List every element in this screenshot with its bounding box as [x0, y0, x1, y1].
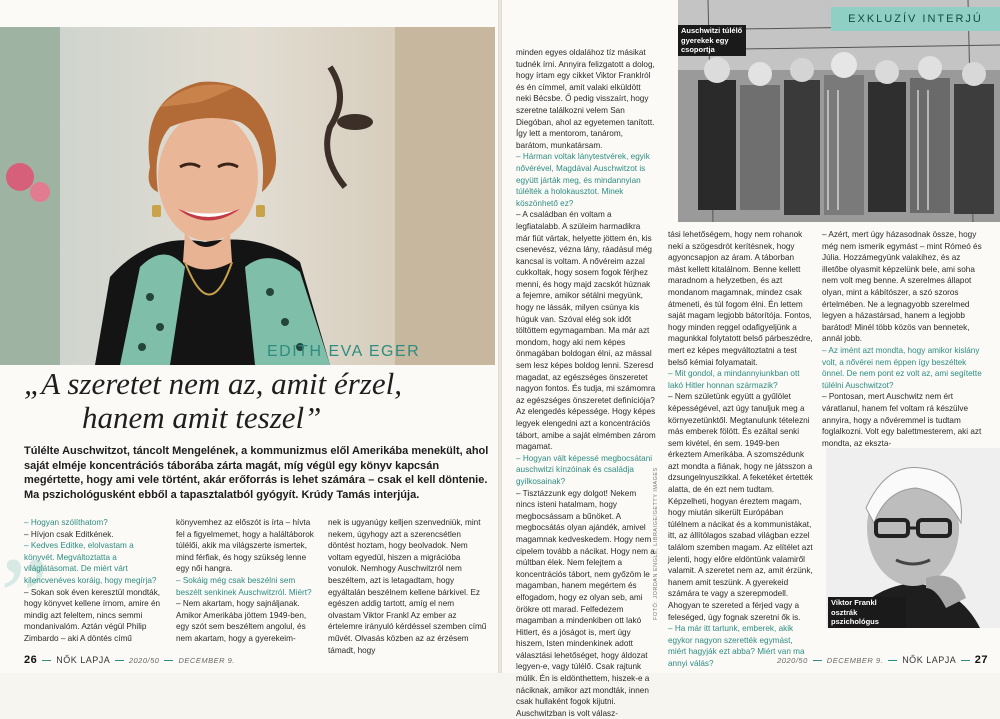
- photo-credit: FOTÓ: JORDAN ENGLE; LIBRAIGE/GETTY IMAGES: [653, 467, 659, 620]
- article-headline: [24, 367, 494, 435]
- left-page: [0, 0, 500, 673]
- paragraph: – Sokáig még csak beszélni sem beszélt senkinek Auschwitzról. Miért?: [176, 575, 312, 597]
- portrait-illustration: [0, 27, 495, 365]
- magazine-name: NŐK LAPJA: [56, 655, 110, 665]
- paragraph: könyvemhez az előszót is írta – hívta fel a figyelmemet, hogy a haláltáborok túlélői, akik ma világszerte ismertek, mind férfiak, és hogy szükség lenne egy női hangra.: [176, 518, 314, 574]
- paragraph: – Hogyan szólíthatom?: [24, 518, 108, 527]
- paragraph: – Hívjon csak Editkének.: [24, 529, 114, 539]
- right-text-column-1: [516, 47, 656, 718]
- left-text-column-2: [176, 517, 316, 649]
- left-text-column-1: [24, 517, 164, 649]
- paragraph: – Mit gondol, a mindannyiunkban ott lakó Hitler honnan származik?: [668, 369, 800, 390]
- paragraph: – Tisztázzunk egy dolgot! Nekem nincs isteni hatalmam, hogy megbocsássam a bűnöket. A megbocsátás olyan ajándék, amivel magamnak kedveskedem. Hogy nem cipelem tovább a nácikat. Hogy nem a múltban élek. Nem felejtem a koncentrációs tábort, nem győzöm le magamban, hanem megértem és elfogadom, hogy ez olyan seb, ami örökre ott marad. Felfedezem magamban a mindenkiben ott lakó Hitlert, és a jóságot is, mert úgy hiszem, Isten mindenkinek adott választási lehetőséget, hogy áldozat legyen-e, vagy túlélő. Csak rajtunk múlik. Én is eldönthettem, hiszek-e a náciknak, amikor azt mondták, innen csak hullaként fogok kijutni. Auschwitzban is volt válasz-: [516, 488, 655, 718]
- paragraph: – A családban én voltam a legfiatalabb. A szüleim harmadikra már fiút vártak, helyette jöttem én, kis csenevész, vézna lány, ráadásul még kancsal is voltam. A nővéreim azzal cukkoltak, hogy sosem fogok férjhez menni, és hogy majd zacskót húznak a fejemre, amikor sétálni megyünk, hogy ne lássák, milyen csúnya kis húguk van. Szóval elég sok időt töltöttem egymagamban. Ma már azt mondom, hogy aki nem képes önmagában boldogan élni, az mással sem lesz képes boldog lenni. Szeresd magadat, az egészséges önszeretet nagyon fontos. És tudja, mi számomra az egészséges önszeretet definíciója? Az elengedés képessége. Hogy képes legyek elengedni azt a koncentrációs tábort, amibe a saját elmémben zárom magamat.: [516, 210, 656, 452]
- page-number: 26: [24, 654, 38, 666]
- paragraph: – Nem születünk együtt a gyűlölet képességével, azt úgy tanuljuk meg a környezetünktől. Megtanulunk tételezni más emberek fölött. És ezáltal senki sem kivétel, én sem. 1949-ben érkeztem Amerikába. A szomszédunk azt mondta a fiának, hogy ne játsszon a dzsungelnyuszikkal. A feketéket értették alatta, de én ezt nem tudtam. Képzelheti, hogyan éreztem magam, hogy miután sikerült Európában túlélnem a nácikat és a kommunistákat, itt, az állítólagos szabad világban ezzel találom szemben magam. Az elítélet azt jelenti, hogy előre eldöntünk valamiről valamit. A szeretet nem az, amit érzünk, hanem amit teszünk. A gyerekeid számára te vagy a szerepmodell. Ahogyan te szereted a férjed vagy a feleséged, úgy fognak szeretni ők is.: [668, 392, 813, 622]
- decorative-quote-mark: „: [0, 473, 49, 595]
- spread-gutter: [498, 0, 502, 673]
- photo-caption-frankl: Viktor Frankl osztrák pszichológus: [828, 597, 906, 628]
- photo-caption-children: Auschwitzi túlélő gyerekek egy csoportja: [678, 25, 746, 56]
- left-folio: [24, 654, 235, 666]
- paragraph: – Hárman voltak lánytestvérek, egyik nővérével, Magdával Auschwitzot is együtt járták meg, és mindannyian túlélték a holokausztot. Minek köszönhető ez?: [516, 152, 650, 208]
- interviewee-name: EDITH EVA EGER: [267, 343, 421, 360]
- magazine-name: NŐK LAPJA: [902, 655, 956, 665]
- right-folio: [777, 654, 988, 666]
- left-text-column-3: [328, 517, 488, 655]
- issue-date: DECEMBER 9.: [178, 656, 235, 665]
- paragraph: – Hogyan vált képessé megbocsátani auschwitzi kínzóinak és családja gyilkosainak?: [516, 453, 653, 486]
- paragraph: tási lehetőségem, hogy nem rohanok neki a szögesdrót kerítésnek, hogy agyoncsapjon az áram. A táborban mást kellett kitalálnom. Benne kellett maradnom a helyzetben, és azt mondanom magamnak, mindez csak átmeneti, és túl fogom élni. Én lettem saját magam legjobb bátorítója. Fontos, hogy minden reggel odafigyeljünk a magunkkal folytatott belső párbeszédre, mert ez képes megváltoztatni a test belső kémiai folyamatait.: [668, 230, 813, 367]
- paragraph: – Azért, mert úgy házasodnak össze, hogy még nem ismerik egymást – mint Rómeó és Júlia. Hozzámegyünk valakihez, és az illetőbe olyasmit képzelünk bele, ami soha nem volt meg benne. A szerelmes állapot olyan, mint a kábítószer, a szó szoros értelmében. Ne a legnagyobb szerelmed legyen a házastársad, hanem a legjobb barátod! Minél több közös van bennetek, annál jobb.: [822, 230, 982, 344]
- paragraph: – Az imént azt mondta, hogy amikor kislány volt, a nővérei nem éppen így beszéltek önnel. De nem pont ez volt az, ami segítette túlélni Auschwitzot?: [822, 345, 982, 390]
- paragraph: minden egyes oldalához tíz másikat tudnék írni. Annyira felizgatott a dolog, hogy írtam egy cikket Viktor Franklról és én címmel, amit valaki elküldött neki Bécsbe. Ő pedig visszaírt, hogy szeretne találkozni velem San Diegóban, ahol az egyetemen tanított. Így lett a mentorom, tanárom, barátom, munkatársam.: [516, 48, 655, 150]
- paragraph: nek is ugyanúgy kelljen szenvedniük, mint nekem, úgyhogy azt a szerencsétlen döntést hoztam, hogy beolvadok. Nem voltam egyedül, hiszen a migrációba vonulok. Nemhogy Auschwitzról nem beszéltem, azt is letagadtam, hogy egyáltalán beszélnem kellene bárkivel. Ez egészen addig tartott, amíg el nem olvastam Viktor Frankl Az ember az értelemre irányuló kérdéssel szemben című művét. Olvasás közben az az érzésem támadt, hogy: [328, 518, 487, 655]
- headline-line-1: „A szeretet nem az, amit érzel,: [24, 366, 402, 401]
- issue-number: 2020/50: [128, 656, 160, 665]
- headline-line-2: hanem amit teszel”: [82, 400, 322, 435]
- exclusive-interview-label: EXKLUZÍV INTERJÚ: [831, 7, 1000, 31]
- issue-number: 2020/50: [777, 656, 808, 665]
- paragraph: – Nem akartam, hogy sajnáljanak. Amikor Amerikába jöttem 1949-ben, egy szót sem beszéltem angolul, és nem akartam, hogy a gyerekeim-: [176, 599, 307, 643]
- paragraph: – Sokan sok éven keresztül mondták, hogy könyvet kellene írnom, amire én mindig azt feleltem, nincs semmi mondanivalóm. Aztán végül Philip Zimbardo – aki A döntés című: [24, 587, 161, 643]
- hero-portrait-photo: [0, 27, 495, 365]
- paragraph: – Ha már itt tartunk, emberek, akik egykor nagyon szerették egymást, miért hagyják ezt abba? Miért van ma annyi válás?: [668, 624, 805, 668]
- issue-date: DECEMBER 9.: [826, 656, 884, 665]
- paragraph: – Kedves Editke, elolvastam a könyvét. Megváltoztatta a világlátásomat. De miért várt kilencvenéves koráig, hogy megírja?: [24, 541, 157, 585]
- page-number: 27: [974, 654, 988, 666]
- paragraph: – Pontosan, mert Auschwitz nem ért váratlanul, hanem fel voltam rá készülve annyira, hogy a nővéremmel is tudtam foglalkozni. Volt egy balettmesterem, aki azt mondta, az ekszta-: [822, 392, 982, 448]
- right-page: [500, 0, 1000, 718]
- article-lead: Túlélte Auschwitzot, táncolt Mengelének, a kommunizmus elől Amerikába menekült, ahol saját elméje koncentrációs táborába zárta magát, míg végül egy könyv kapcsán megértette, hogy ami vele történt, akár erőforrás is lehet számára – csak el kell döntenie. Ma pszichológusként ebből a tapasztalatból gyógyít. Krúdy Tamás interjúja.: [24, 445, 489, 501]
- right-text-column-3: [822, 229, 982, 448]
